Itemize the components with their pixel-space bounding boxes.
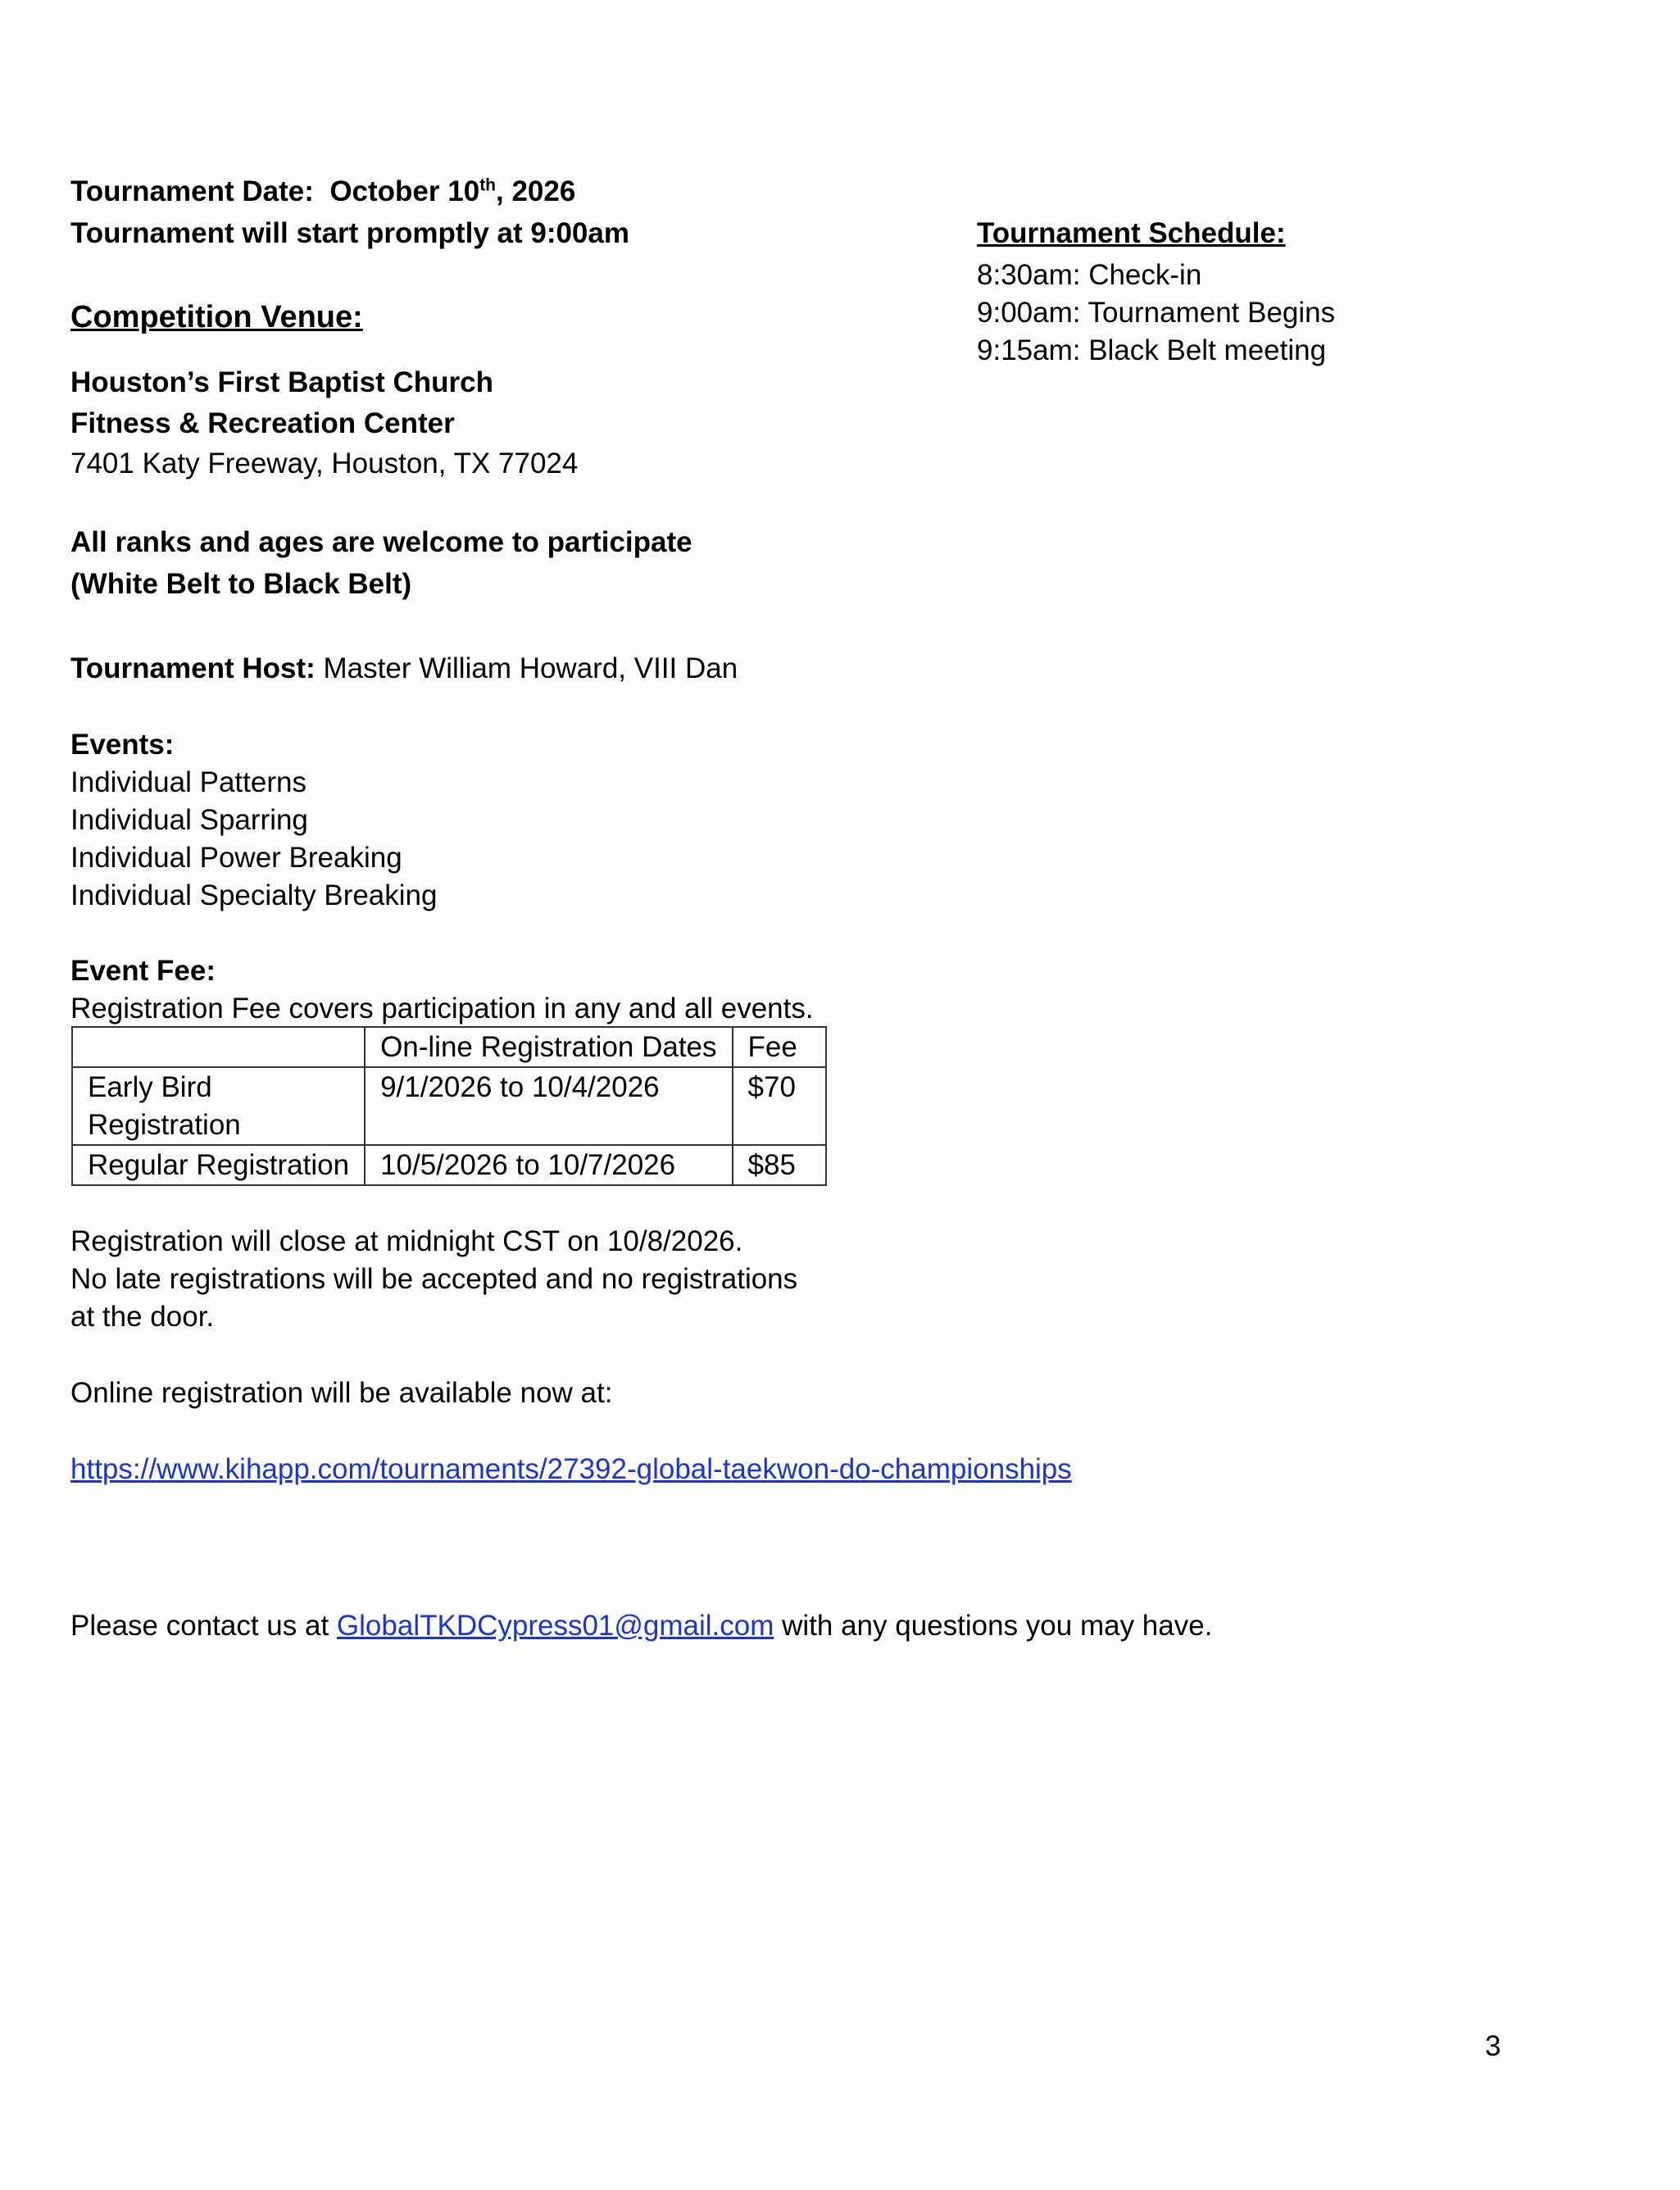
cell-line: Registration (88, 1109, 241, 1141)
schedule-item: 9:00am: Tournament Begins (977, 297, 1336, 329)
table-header-cell (72, 1027, 365, 1067)
online-registration-text: Online registration will be available now at: (70, 1377, 613, 1409)
venue-title: Competition Venue: (70, 300, 363, 334)
contact-line (70, 1607, 1212, 1645)
registration-link-wrap (70, 1451, 1072, 1488)
event-item: Individual Patterns (70, 766, 306, 798)
fee-note: Registration Fee covers participation in any and all events. (70, 993, 814, 1025)
table-header-row (72, 1027, 826, 1067)
table-cell-registration-type: Regular Registration (72, 1145, 365, 1185)
page-number: 3 (1485, 2030, 1501, 2062)
ranks-range: (White Belt to Black Belt) (70, 568, 412, 600)
table-cell-fee: $70 (733, 1067, 826, 1145)
table-header-cell: Fee (733, 1027, 826, 1067)
table-cell-dates: 10/5/2026 to 10/7/2026 (365, 1145, 732, 1185)
contact-after: with any questions you may have. (774, 1610, 1213, 1642)
fee-table (71, 1026, 827, 1186)
venue-address: 7401 Katy Freeway, Houston, TX 77024 (70, 448, 579, 479)
closing-line: at the door. (70, 1301, 215, 1333)
table-cell-registration-type (72, 1067, 365, 1145)
date-suffix: th (479, 175, 497, 195)
schedule-item: 9:15am: Black Belt meeting (977, 334, 1327, 366)
date-day: October 10 (329, 175, 480, 207)
table-header-cell: On-line Registration Dates (365, 1027, 732, 1067)
start-time-line: Tournament will start promptly at 9:00am (70, 217, 629, 249)
table-row (72, 1067, 826, 1145)
venue-facility: Fitness & Recreation Center (70, 407, 455, 439)
fee-title: Event Fee: (70, 955, 216, 987)
table-cell-fee: $85 (733, 1145, 826, 1185)
tournament-date-line (70, 173, 575, 211)
table-cell-dates: 9/1/2026 to 10/4/2026 (365, 1067, 732, 1145)
date-year: , 2026 (496, 175, 576, 207)
host-line (70, 650, 738, 688)
host-label: Tournament Host: (70, 652, 316, 684)
schedule-item: 8:30am: Check-in (977, 259, 1202, 291)
event-item: Individual Specialty Breaking (70, 879, 438, 911)
host-value: Master William Howard, VIII Dan (315, 652, 738, 684)
cell-line: Early Bird (88, 1071, 212, 1103)
event-item: Individual Sparring (70, 804, 308, 836)
events-title: Events: (70, 729, 175, 761)
contact-email-link[interactable]: GlobalTKDCypress01@gmail.com (336, 1610, 774, 1642)
closing-line: Registration will close at midnight CST on 10/8/2026. (70, 1225, 743, 1257)
date-label: Tournament Date: (70, 175, 314, 207)
event-item: Individual Power Breaking (70, 842, 402, 874)
schedule-title: Tournament Schedule: (977, 217, 1286, 249)
venue-name: Houston’s First Baptist Church (70, 366, 493, 398)
registration-link[interactable]: https://www.kihapp.com/tournaments/27392-global-taekwon-do-championships (70, 1453, 1072, 1485)
table-row (72, 1145, 826, 1185)
ranks-line: All ranks and ages are welcome to participate (70, 526, 692, 558)
contact-before: Please contact us at (70, 1610, 337, 1642)
closing-line: No late registrations will be accepted and no registrations (70, 1263, 798, 1295)
